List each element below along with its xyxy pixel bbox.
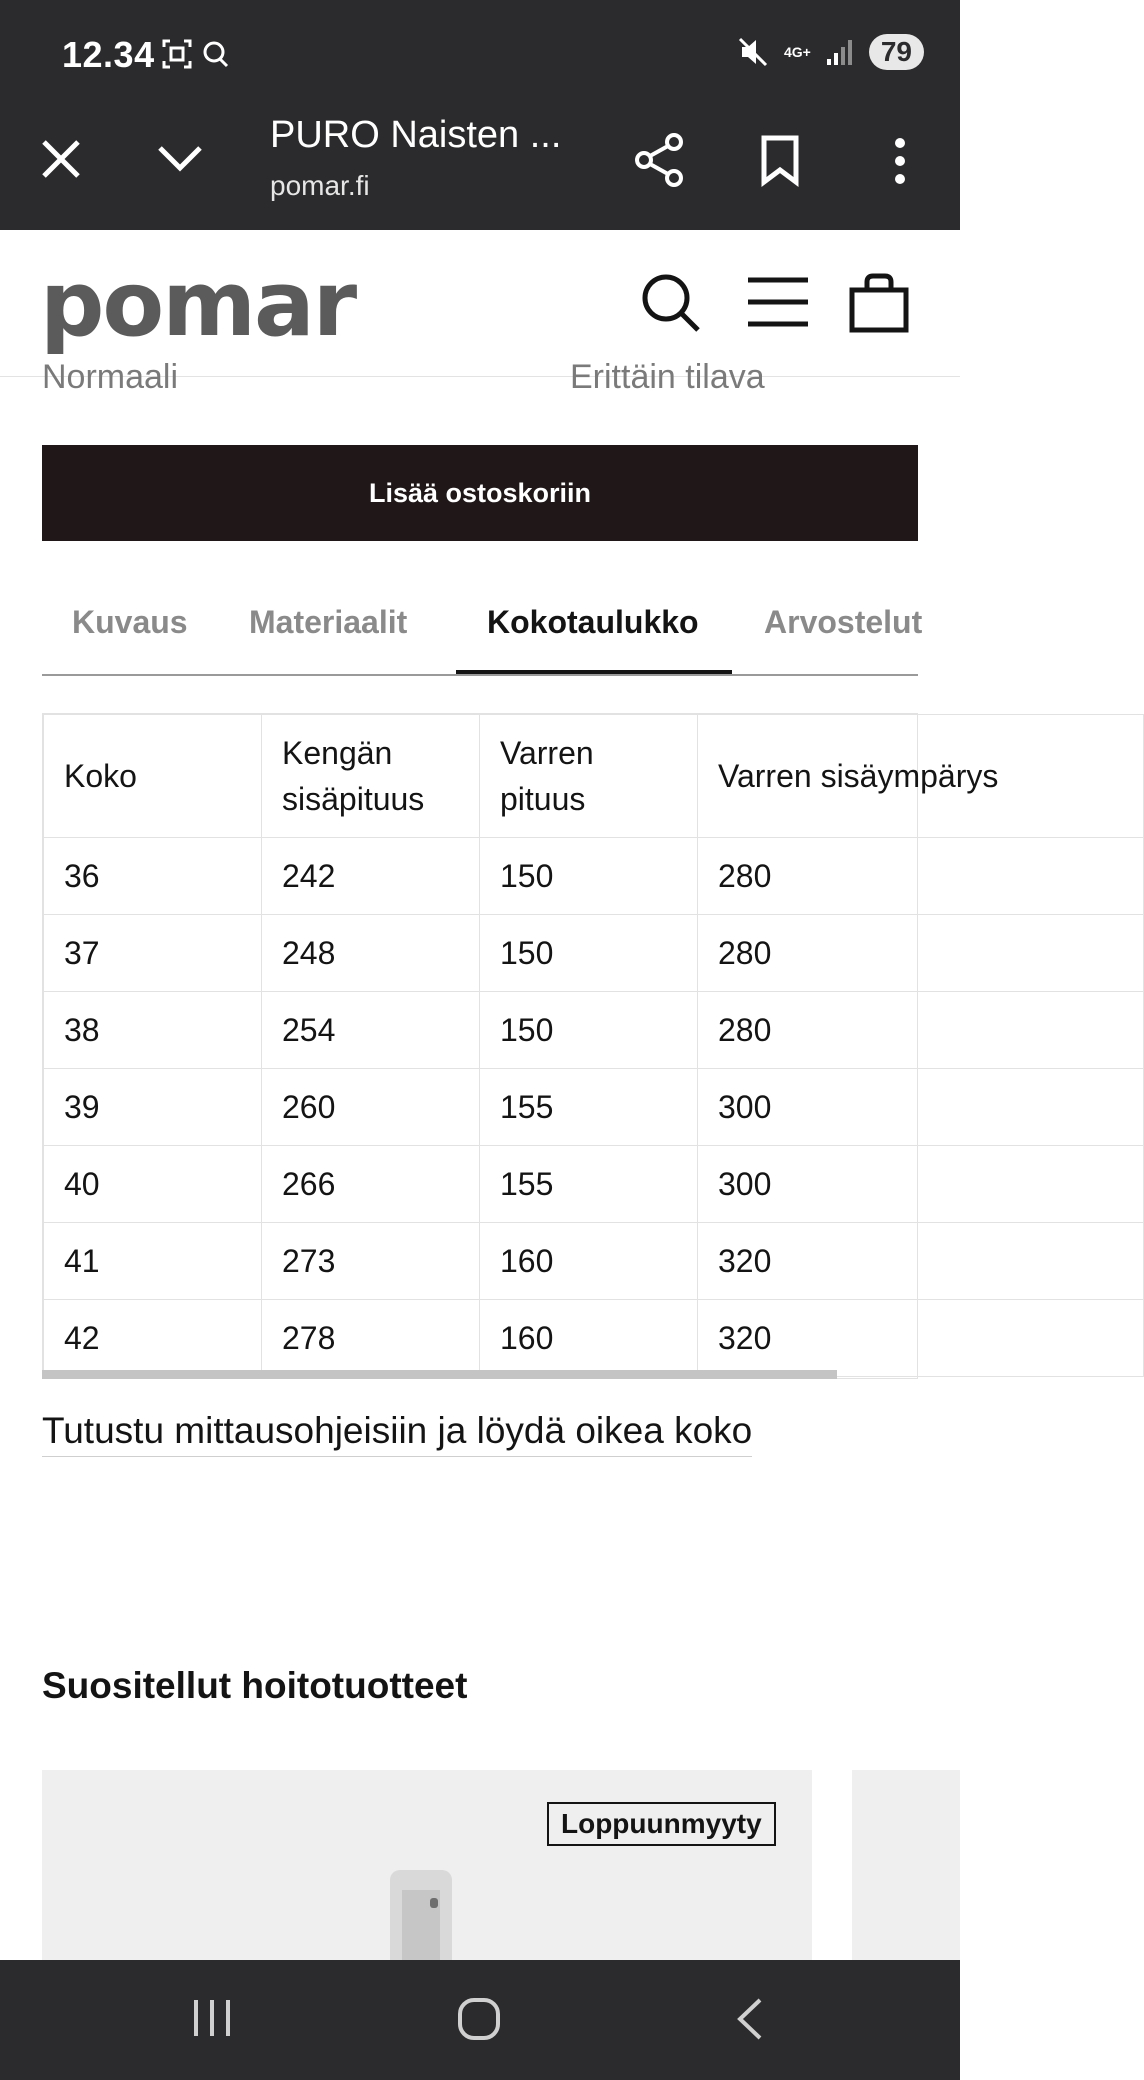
product-info-tabs: [42, 580, 923, 676]
table-horizontal-scrollbar[interactable]: [42, 1370, 837, 1379]
recent-apps-icon[interactable]: [190, 1996, 234, 2040]
table-row: [44, 915, 1144, 992]
pomar-logo[interactable]: pomar: [40, 252, 356, 357]
table-cell: 273: [262, 1223, 480, 1300]
active-tab-indicator: [456, 670, 732, 674]
table-cell: 300: [698, 1146, 1144, 1223]
product-card-next[interactable]: [852, 1770, 960, 1990]
table-cell: 260: [262, 1069, 480, 1146]
table-row: [44, 1146, 1144, 1223]
table-cell: 36: [44, 838, 262, 915]
table-cell: 280: [698, 915, 1144, 992]
table-cell: 155: [480, 1069, 698, 1146]
home-icon[interactable]: [456, 1996, 502, 2042]
more-options-icon[interactable]: [892, 136, 908, 186]
system-navigation-bar: [0, 1960, 960, 2080]
browser-chrome: [0, 0, 960, 230]
column-header-shaft-height: Varren pituus: [480, 715, 698, 838]
tab-reviews[interactable]: Arvostelut: [764, 604, 923, 640]
browser-url[interactable]: pomar.fi: [270, 170, 370, 201]
site-header: [0, 230, 960, 377]
column-header-inner-length: Kengän sisäpituus: [262, 715, 480, 838]
status-notification-icons: [162, 38, 232, 75]
chevron-down-icon[interactable]: [156, 144, 204, 174]
table-cell: 266: [262, 1146, 480, 1223]
tab-materials[interactable]: Materiaalit: [249, 604, 408, 640]
size-guide-link[interactable]: Tutustu mittausohjeisiin ja löydä oikea koko: [42, 1410, 752, 1457]
table-row: [44, 838, 1144, 915]
tab-size-chart[interactable]: Kokotaulukko: [487, 604, 699, 640]
table-cell: 42: [44, 1300, 262, 1377]
table-row: [44, 1300, 1144, 1377]
menu-icon[interactable]: [746, 276, 810, 328]
recommended-products-title: Suositellut hoitotuotteet: [42, 1665, 468, 1706]
browser-page-title: PURO Naisten ...: [270, 114, 562, 156]
network-type: 4G+: [783, 44, 811, 60]
mute-icon: [736, 35, 770, 69]
close-icon[interactable]: [40, 138, 82, 180]
fit-label-normal: Normaali: [42, 358, 179, 396]
status-right-icons: [736, 34, 924, 70]
table-cell: 242: [262, 838, 480, 915]
product-card[interactable]: [42, 1770, 812, 1990]
table-row: [44, 1223, 1144, 1300]
table-cell: 160: [480, 1223, 698, 1300]
table-row: [44, 1069, 1144, 1146]
table-cell: 155: [480, 1146, 698, 1223]
add-to-cart-button[interactable]: Lisää ostoskoriin: [42, 445, 918, 541]
table-cell: 320: [698, 1223, 1144, 1300]
status-time: 12.34: [62, 34, 155, 75]
back-icon[interactable]: [734, 1996, 764, 2042]
shopping-bag-icon[interactable]: [848, 272, 910, 334]
table-cell: 280: [698, 838, 1144, 915]
column-header-size: Koko: [44, 715, 262, 838]
table-cell: 38: [44, 992, 262, 1069]
table-cell: 39: [44, 1069, 262, 1146]
fit-label-very-roomy: Erittäin tilava: [570, 358, 765, 396]
screenshot-icon: [164, 41, 190, 67]
tab-description[interactable]: Kuvaus: [72, 604, 188, 640]
signal-icon: [825, 37, 855, 67]
search-notification-icon: [205, 43, 227, 66]
search-icon[interactable]: [640, 272, 702, 334]
table-cell: 150: [480, 992, 698, 1069]
fit-scale-labels: [42, 360, 922, 400]
table-cell: 320: [698, 1300, 1144, 1377]
table-cell: 160: [480, 1300, 698, 1377]
bookmark-icon[interactable]: [760, 134, 800, 186]
battery-indicator: 79: [869, 34, 924, 70]
table-cell: 300: [698, 1069, 1144, 1146]
sold-out-badge: Loppuunmyyty: [547, 1802, 776, 1846]
table-cell: 254: [262, 992, 480, 1069]
table-cell: 280: [698, 992, 1144, 1069]
table-row: [44, 992, 1144, 1069]
column-header-shaft-circumference: Varren sisäympärys: [698, 715, 1144, 838]
share-icon[interactable]: [634, 132, 686, 188]
size-table: [43, 714, 1144, 1377]
table-cell: 150: [480, 915, 698, 992]
table-cell: 41: [44, 1223, 262, 1300]
table-cell: 40: [44, 1146, 262, 1223]
table-cell: 278: [262, 1300, 480, 1377]
table-cell: 37: [44, 915, 262, 992]
table-cell: 248: [262, 915, 480, 992]
size-table-container[interactable]: [42, 713, 999, 1379]
table-header-row: [44, 715, 1144, 838]
table-cell: 150: [480, 838, 698, 915]
